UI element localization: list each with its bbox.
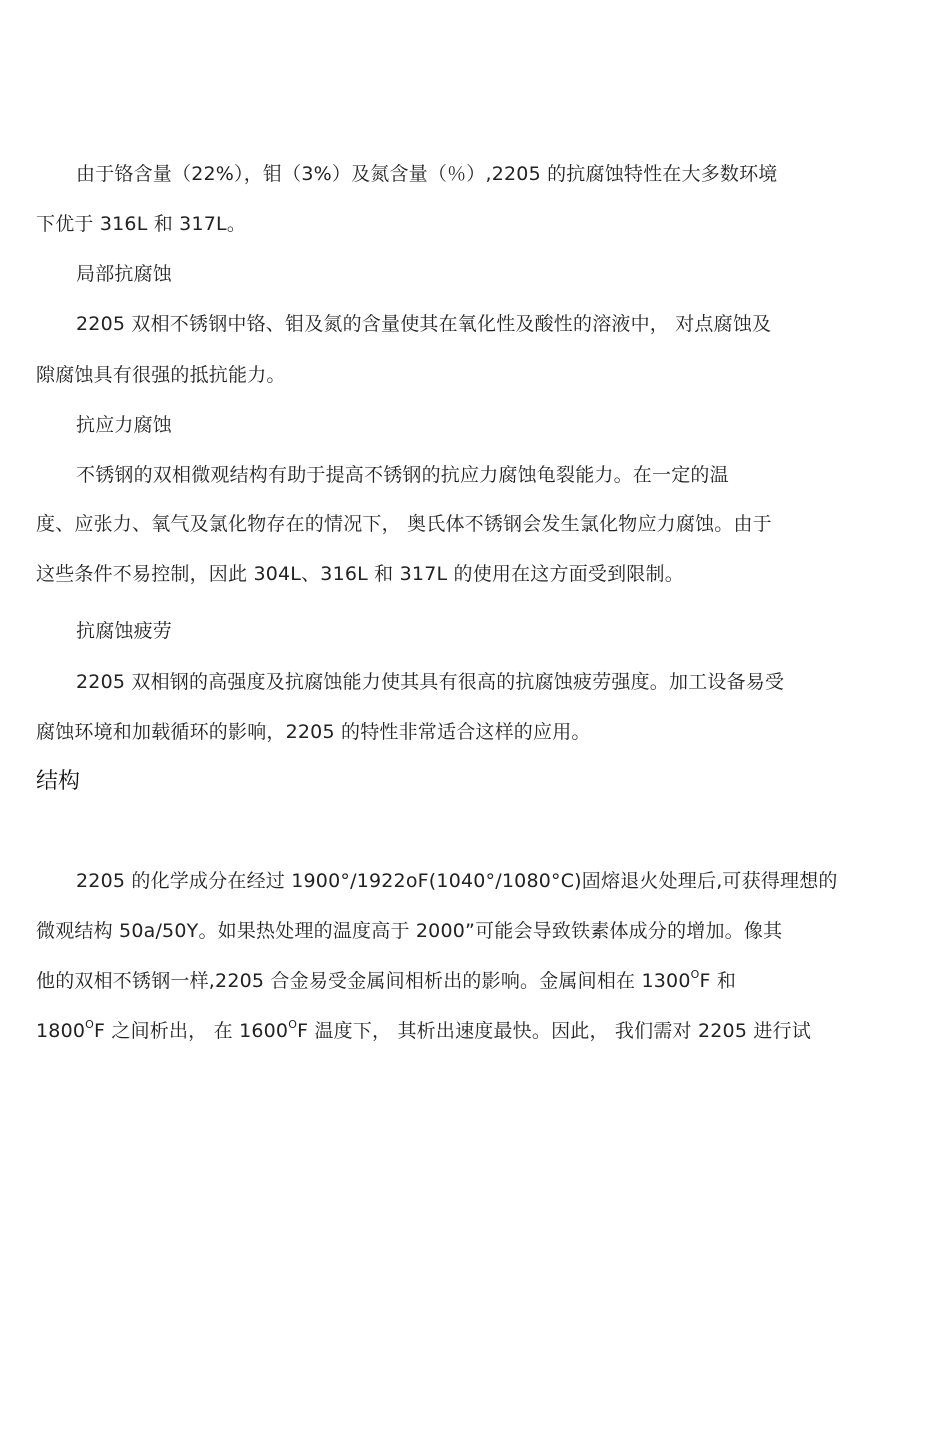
fatigue-heading: 抗腐蚀疲劳 (76, 620, 173, 642)
degree-mark: O (690, 967, 700, 981)
fatigue-line-1: 2205 双相钢的高强度及抗腐蚀能力使其具有很高的抗腐蚀疲劳强度。加工设备易受 (76, 671, 785, 693)
degree-mark: O (288, 1017, 298, 1031)
stress-corrosion-heading: 抗应力腐蚀 (76, 414, 173, 436)
local-corrosion-line-1: 2205 双相不锈钢中铬、钼及氮的含量使其在氧化性及酸性的溶液中， 对点腐蚀及 (76, 313, 772, 335)
structure-line-3-end: F 和 (699, 970, 737, 992)
structure-line-3-text: 他的双相不锈钢一样,2205 合金易受金属间相析出的影响。金属间相在 1300 (36, 970, 691, 992)
structure-line-3 (36, 969, 736, 993)
local-corrosion-heading: 局部抗腐蚀 (76, 263, 173, 285)
stress-corrosion-line-1: 不锈钢的双相微观结构有助于提高不锈钢的抗应力腐蚀龟裂能力。在一定的温 (76, 464, 729, 486)
structure-line-4 (36, 1019, 811, 1043)
local-corrosion-line-2: 隙腐蚀具有很强的抵抗能力。 (36, 364, 286, 386)
intro-line-1: 由于铬含量（22%），钼（3%）及氮含量（％）,2205 的抗腐蚀特性在大多数环境 (76, 163, 778, 185)
stress-corrosion-line-2: 度、应张力、氧气及氯化物存在的情况下， 奥氏体不锈钢会发生氯化物应力腐蚀。由于 (36, 513, 772, 535)
fatigue-line-2: 腐蚀环境和加载循环的影响，2205 的特性非常适合这样的应用。 (36, 721, 591, 743)
degree-mark: O (85, 1017, 95, 1031)
structure-line-2: 微观结构 50a/50Y。如果热处理的温度高于 2000”可能会导致铁素体成分的增加。像其 (36, 920, 783, 942)
intro-line-2: 下优于 316L 和 317L。 (36, 213, 247, 235)
structure-line-4-part-a: 1800 (36, 1020, 86, 1042)
structure-heading: 结构 (36, 769, 81, 794)
structure-line-4-part-b: F 之间析出， 在 1600 (94, 1020, 289, 1042)
structure-line-4-part-c: F 温度下， 其析出速度最快。因此， 我们需对 2205 进行试 (297, 1020, 811, 1042)
structure-line-1: 2205 的化学成分在经过 1900°/1922oF(1040°/1080°C)固熔退火处理后,可获得理想的 (76, 870, 838, 892)
stress-corrosion-line-3: 这些条件不易控制，因此 304L、316L 和 317L 的使用在这方面受到限制。 (36, 563, 684, 585)
